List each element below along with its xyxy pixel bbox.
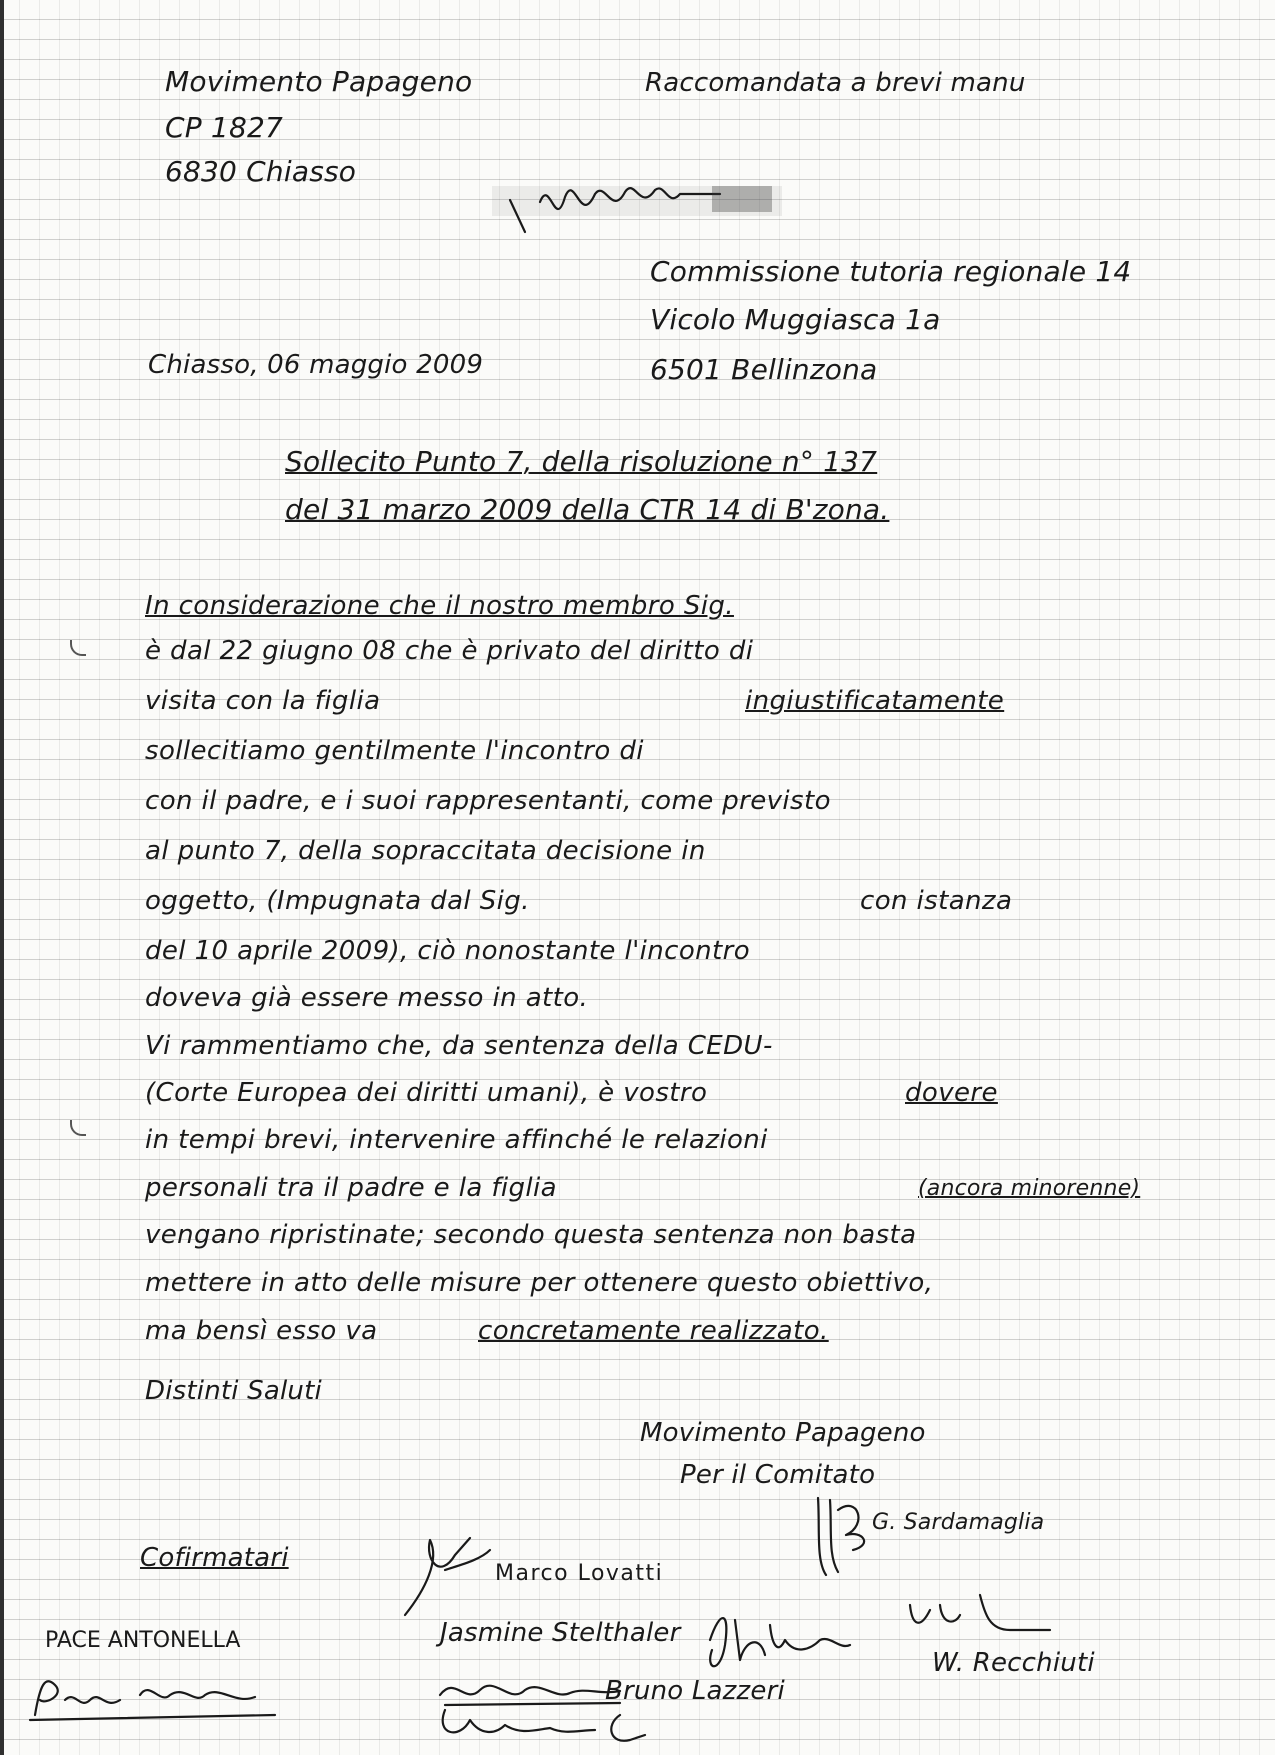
body-line: al punto 7, della sopraccitata decisione in (145, 836, 706, 866)
body-line: con istanza (860, 886, 1013, 916)
signature-on-behalf: Per il Comitato (680, 1460, 876, 1490)
body-line: visita con la figlia (145, 686, 381, 716)
body-line-emphasis: concretamente realizzato. (478, 1316, 829, 1346)
signatory-name: PACE ANTONELLA (45, 1628, 241, 1653)
body-line: Vi rammentiamo che, da sentenza della CEDU- (145, 1031, 773, 1061)
recipient-name: Commissione tutoria regionale 14 (650, 255, 1132, 288)
signatory-name: Jasmine Stelthaler (440, 1618, 681, 1648)
received-stamp (480, 172, 800, 242)
signature-scribble (900, 1585, 1060, 1645)
place-date: Chiasso, 06 maggio 2009 (148, 350, 484, 380)
recipient-city: 6501 Bellinzona (650, 353, 878, 386)
signature-scribble (700, 1600, 860, 1680)
closing: Distinti Saluti (145, 1376, 322, 1406)
body-line-aside: (ancora minorenne) (918, 1176, 1141, 1201)
subject-line-1: Sollecito Punto 7, della risoluzione n° 137 (285, 445, 878, 478)
body-line: personali tra il padre e la figlia (145, 1173, 557, 1203)
body-line: con il padre, e i suoi rappresentanti, come previsto (145, 786, 831, 816)
body-line: è dal 22 giugno 08 che è privato del diritto di (145, 636, 754, 666)
cosigners-label: Cofirmatari (140, 1543, 289, 1573)
body-line: oggetto, (Impugnata dal Sig. (145, 886, 530, 916)
sender-city: 6830 Chiasso (165, 155, 357, 188)
margin-mark (70, 1120, 86, 1136)
recipient-street: Vicolo Muggiasca 1a (650, 303, 941, 336)
signature-scribble (430, 1700, 690, 1750)
signatory-name: Bruno Lazzeri (605, 1676, 785, 1706)
margin-mark (70, 640, 86, 656)
signatory-name: W. Recchiuti (932, 1648, 1095, 1678)
sender-name: Movimento Papageno (165, 65, 473, 98)
signature-scribble (808, 1490, 878, 1580)
signature-scribble (20, 1665, 280, 1725)
delivery-note: Raccomandata a brevi manu (645, 68, 1026, 98)
body-line: sollecitiamo gentilmente l'incontro di (145, 736, 644, 766)
body-line: (Corte Europea dei diritti umani), è vostro (145, 1078, 708, 1108)
signature-org: Movimento Papageno (640, 1418, 926, 1448)
body-line: ma bensì esso va (145, 1316, 378, 1346)
body-line: del 10 aprile 2009), ciò nonostante l'incontro (145, 936, 751, 966)
signatory-name: Marco Lovatti (495, 1561, 664, 1586)
body-line: mettere in atto delle misure per ottenere questo obiettivo, (145, 1268, 934, 1298)
body-line: vengano ripristinate; secondo questa sentenza non basta (145, 1220, 917, 1250)
subject-line-2: del 31 marzo 2009 della CTR 14 di B'zona. (285, 493, 890, 526)
signatory-name: G. Sardamaglia (872, 1510, 1045, 1535)
body-line: In considerazione che il nostro membro Sig. (145, 591, 734, 621)
body-line-emphasis: dovere (905, 1078, 998, 1108)
scan-edge (0, 0, 4, 1755)
signature-scribble (385, 1530, 495, 1620)
body-line: in tempi brevi, intervenire affinché le relazioni (145, 1125, 768, 1155)
body-line: doveva già essere messo in atto. (145, 983, 589, 1013)
body-line-emphasis: ingiustificatamente (745, 686, 1005, 716)
sender-box: CP 1827 (165, 111, 283, 144)
